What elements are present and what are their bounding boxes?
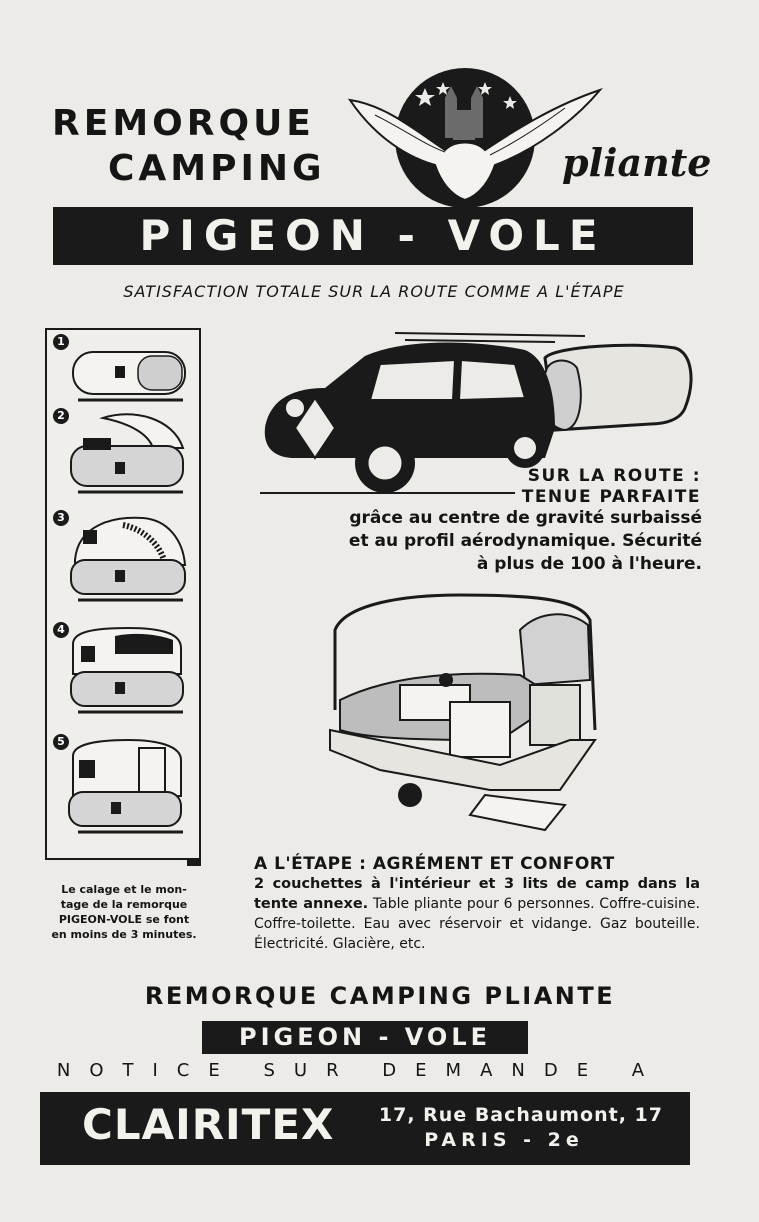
title-camping: CAMPING [108,148,326,189]
title-pliante: pliante [562,140,712,185]
route-description [250,507,702,576]
caption-line-2: tage de la remorque [60,898,188,911]
step-number: 1 [53,334,69,350]
caption-line-3: PIGEON-VOLE se font [58,913,190,926]
route-heading-line-2: TENUE PARFAITE [521,487,701,507]
etape-description [254,854,700,954]
step-5 [53,734,193,832]
footer-title: REMORQUE CAMPING PLIANTE [144,982,616,1010]
tagline: SATISFACTION TOTALE SUR LA ROUTE COMME A L'ÉTAPE [123,282,625,301]
trailer-assembled-icon [53,734,193,844]
caption-line-4: en moins de 3 minutes. [51,928,197,941]
footer-brand-banner [202,1021,528,1054]
step-2 [53,408,193,506]
company-name: CLAIRITEX [82,1100,335,1149]
trailer-interior-illustration [320,590,620,840]
route-line-1: grâce au centre de gravité surbaissé [349,508,702,528]
company-address-street: 17, Rue Bachaumont, 17 [378,1104,663,1126]
trailer-roof-icon [53,622,193,722]
pigeon-logo-icon [345,60,605,210]
brand-name: PIGEON - VOLE [139,211,607,260]
step-number: 4 [53,622,69,638]
route-line-2: et au profil aérodynamique. Sécurité [348,531,702,551]
step-number: 3 [53,510,69,526]
notice-text: NOTICE SUR DEMANDE A [56,1060,664,1081]
trailer-unfolding-icon [53,510,193,610]
etape-heading: A L'ÉTAPE : AGRÉMENT ET CONFORT [254,854,615,874]
route-line-3: à plus de 100 à l'heure. [476,554,702,574]
assembly-steps-panel [45,328,201,860]
etape-bold-text: 2 couchettes à l'intérieur et 3 lits de camp dans la tente annexe. [254,876,700,912]
step-4 [53,622,193,720]
etape-body-text: Table pliante pour 6 personnes. Coffre-cuisine. Coffre-toilette. Eau avec réservoir et vidange. Gaz bouteille. Électricité. Glacière, etc. [254,896,700,952]
step-number: 5 [53,734,69,750]
assembly-caption [44,882,204,942]
step-number: 2 [53,408,69,424]
title-remorque: REMORQUE [52,103,315,144]
footer-brand-name: PIGEON - VOLE [238,1023,491,1051]
brand-banner [53,207,693,265]
company-banner [40,1092,690,1165]
company-address-city: PARIS - 2e [424,1129,584,1151]
trailer-opening-icon [53,408,193,503]
route-heading-line-1: SUR LA ROUTE : [527,466,701,486]
step-3 [53,510,193,608]
route-heading [505,466,701,508]
caption-line-1: Le calage et le mon- [61,883,187,896]
